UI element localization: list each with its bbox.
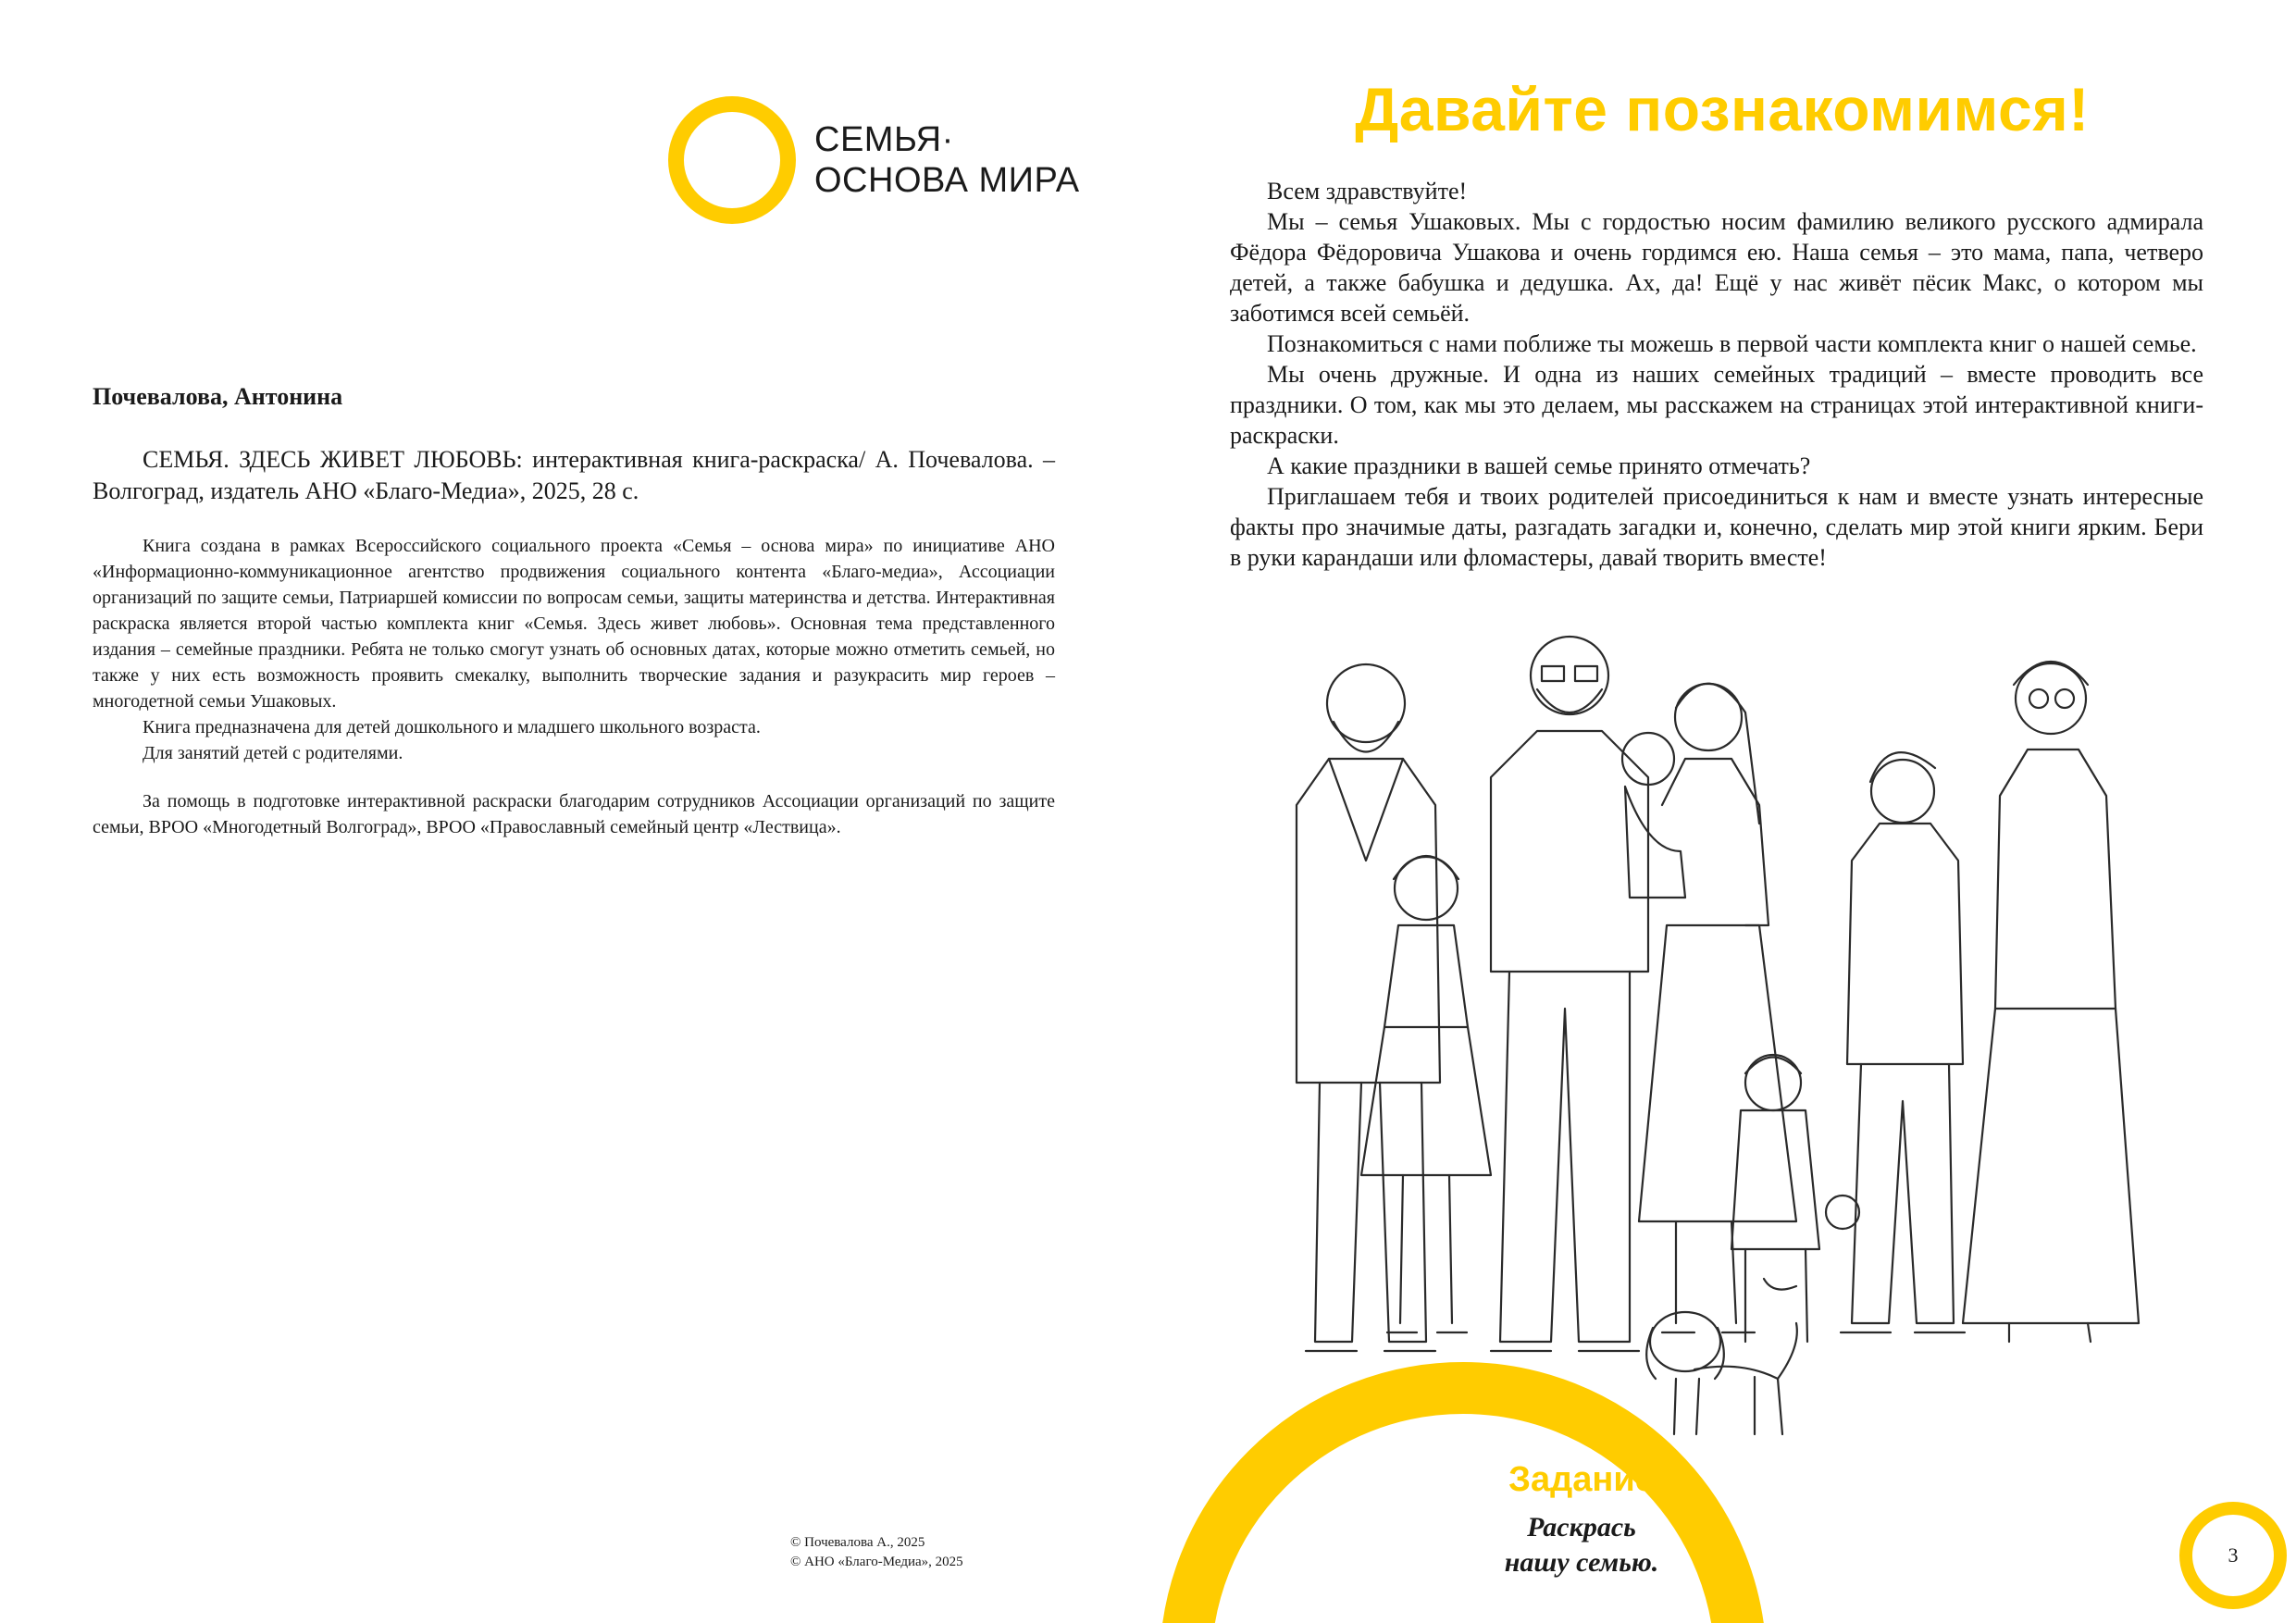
logo-text — [814, 119, 1080, 201]
logo-ring-icon — [668, 96, 796, 224]
page-headline: Давайте познакомимся! — [1355, 75, 2090, 143]
copyright-line: © Почевалова А., 2025 — [790, 1535, 925, 1550]
intro-paragraph: Всем здравствуйте! — [1267, 178, 1468, 204]
family-coloring-illustration[interactable] — [1241, 620, 2166, 1453]
annotation-paragraph: Книга создана в рамках Всероссийского социального проекта «Семья – основа мира» по инициативе АНО «Информационно-коммуникационное агентство продвижения социального контента «Благо-медиа», Ассоциации организаций по защите семьи, Патриаршей комиссии по вопросам семьи, защиты материнства и детства. Интерактивная раскраска является второй частью комплекта книг «Семья. Здесь живет любовь». Основная тема представленного издания – семейные праздники. Ребята не только смогут узнать об основных датах, которые можно отметить семьей, но также у них есть возможность проявить смекалку, выполнить творческие задания и разукрасить мир героев – многодетной семьи Ушаковых. — [93, 536, 1055, 712]
annotation-paragraph: Для занятий детей с родителями. — [143, 743, 403, 763]
task-title: Задание — [1508, 1460, 1655, 1499]
intro-paragraph: Мы очень дружные. И одна из наших семейных традиций – вместе проводить все праздники. О том, как мы это делаем, мы расскажем на страницах этой интерактивной книги-раскраски. — [1230, 361, 2203, 449]
annotation-paragraph: Книга предназначена для детей дошкольного и младшего школьного возраста. — [143, 717, 761, 737]
grandfather-figure — [1297, 664, 1440, 1351]
acknowledgement: За помощь в подготовке интерактивной раскраски благодарим сотрудников Ассоциации организаций по защите семьи, ВРОО «Многодетный Волгоград», ВРОО «Православный семейный центр «Лествица». — [93, 791, 1055, 837]
task-line: Раскрась — [1527, 1512, 1636, 1542]
intro-paragraph: Познакомиться с нами поближе ты можешь в первой части комплекта книг о нашей семье. — [1267, 330, 2197, 357]
copyright-line: © АНО «Благо-Медиа», 2025 — [790, 1555, 963, 1569]
task-line: нашу семью. — [1504, 1547, 1659, 1578]
logo-line-2: ОСНОВА МИРА — [814, 161, 1080, 200]
toddler-figure — [1731, 1055, 1859, 1342]
intro-paragraph: А какие праздники в вашей семье принято отмечать? — [1267, 452, 1811, 479]
bibliographic-record: СЕМЬЯ. ЗДЕСЬ ЖИВЕТ ЛЮБОВЬ: интерактивная книга-раскраска/ А. Почевалова. – Волгоград, издатель АНО «Благо-Медиа», 2025, 28 с. — [93, 446, 1055, 504]
father-figure — [1491, 637, 1648, 1351]
page-number: 3 — [2228, 1543, 2239, 1567]
annotation — [93, 533, 1055, 766]
copyright-block — [790, 1533, 963, 1572]
project-logo — [668, 96, 1080, 217]
intro-text — [1230, 176, 2203, 573]
task-instruction — [1433, 1510, 1730, 1580]
logo-line-1: СЕМЬЯ· — [814, 120, 954, 159]
author-name: Почевалова, Антонина — [93, 383, 343, 410]
intro-paragraph: Приглашаем тебя и твоих родителей присоединиться к нам и вместе узнать интересные факты про значимые даты, разгадать загадки и, конечно, сделать мир этой книги ярким. Бери в руки карандаши или фломастеры, давай творить вместе! — [1230, 483, 2203, 571]
grandmother-figure — [1963, 662, 2139, 1342]
dog-figure — [1646, 1312, 1797, 1434]
right-page — [1148, 0, 2296, 1623]
older-son-figure — [1841, 752, 1965, 1332]
intro-paragraph: Мы – семья Ушаковых. Мы с гордостью носим фамилию великого русского адмирала Фёдора Фёдоровича Ушакова и очень гордимся ею. Наша семья – это мама, папа, четверо детей, а также бабушка и дедушка. Ах, да! Ещё у нас живёт пёсик Макс, о котором мы заботимся всей семьёй. — [1230, 208, 2203, 327]
page-number-badge — [2179, 1502, 2287, 1609]
